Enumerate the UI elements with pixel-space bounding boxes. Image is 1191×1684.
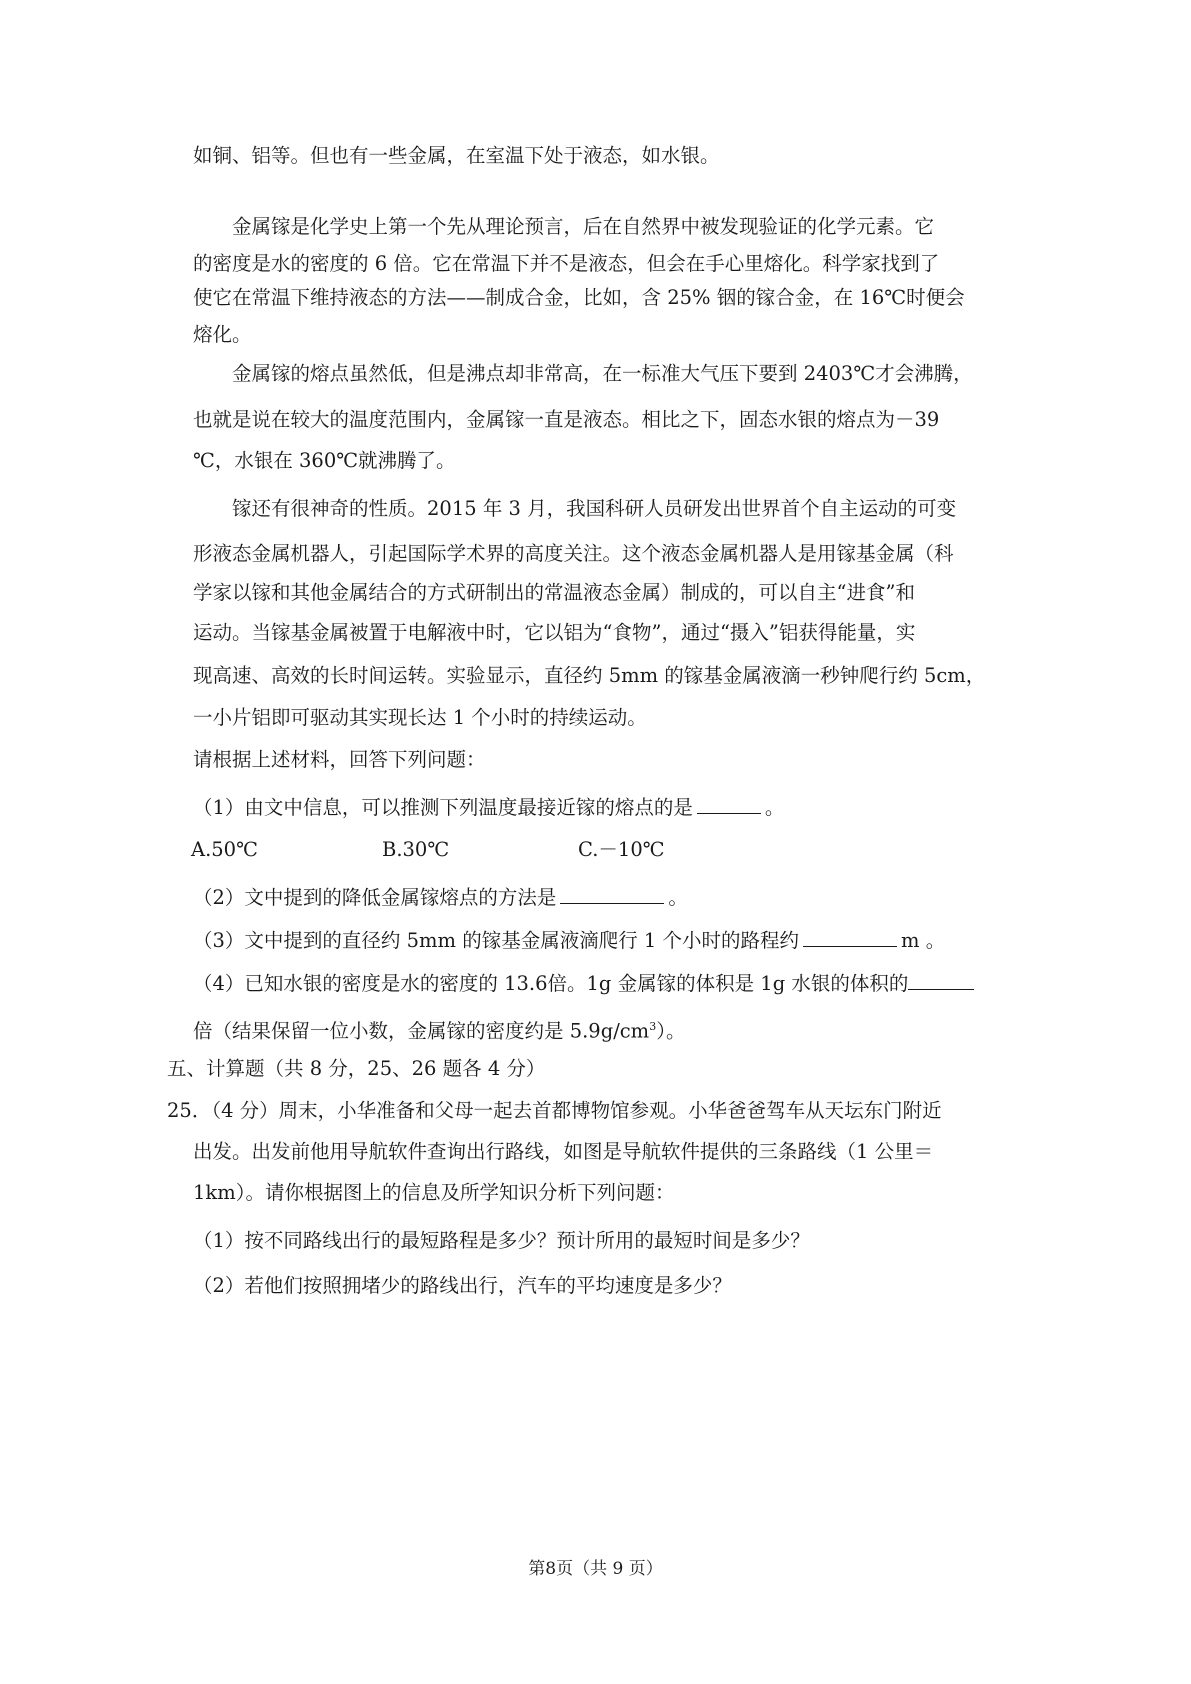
answer-blank-3 <box>803 926 897 947</box>
question-4-note-end: ）。 <box>656 1019 686 1043</box>
question-1-choices <box>0 837 1191 863</box>
passage-line: 的密度是水的密度的 6 倍。它在常温下并不是液态，但会在手心里熔化。科学家找到了 <box>193 252 940 275</box>
question-3-text: （3）文中提到的直径约 5mm 的镓基金属液滴爬行 1 个小时的路程约 <box>193 929 799 952</box>
passage-line: 学家以镓和其他金属结合的方式研制出的常温液态金属）制成的，可以自主“进食”和 <box>193 581 915 604</box>
passage-line: 形液态金属机器人，引起国际学术界的高度关注。这个液态金属机器人是用镓基金属（科 <box>193 542 954 565</box>
choice-a: A.50℃ <box>191 838 258 861</box>
question-3 <box>0 926 1191 954</box>
passage-line: 也就是说在较大的温度范围内，金属镓一直是液态。相比之下，固态水银的熔点为－39 <box>193 408 940 431</box>
passage-line: 如铜、铝等。但也有一些金属，在室温下处于液态，如水银。 <box>193 144 720 167</box>
question-25-line: 出发。出发前他用导航软件查询出行路线，如图是导航软件提供的三条路线（1 公里＝ <box>193 1140 934 1163</box>
question-2 <box>0 883 1191 911</box>
superscript-exponent: 3 <box>649 1020 657 1033</box>
question-25-part-1: （1）按不同路线出行的最短路程是多少？预计所用的最短时间是多少？ <box>193 1229 810 1252</box>
question-4-cont <box>0 1014 1191 1045</box>
question-3-end: m 。 <box>901 929 946 952</box>
question-2-text: （2）文中提到的降低金属镓熔点的方法是 <box>193 886 557 909</box>
passage-line: 镓还有很神奇的性质。2015 年 3 月，我国科研人员研发出世界首个自主运动的可变 <box>232 497 957 520</box>
passage-line: 现高速、高效的长时间运转。实验显示，直径约 5mm 的镓基金属液滴一秒钟爬行约 5cm， <box>193 664 986 687</box>
answer-blank-4 <box>908 969 974 990</box>
question-25-part-2: （2）若他们按照拥堵少的路线出行，汽车的平均速度是多少？ <box>193 1274 732 1297</box>
page-number: 第8页（共 9 页） <box>528 1559 663 1579</box>
passage-line: 金属镓的熔点虽然低，但是沸点却非常高，在一标准大气压下要到 2403℃才会沸腾， <box>232 362 973 385</box>
question-1-text: （1）由文中信息，可以推测下列温度最接近镓的熔点的是 <box>193 796 693 819</box>
passage-line: 金属镓是化学史上第一个先从理论预言，后在自然界中被发现验证的化学元素。它 <box>232 215 935 238</box>
choice-b: B.30℃ <box>382 838 450 861</box>
question-4-text: （4）已知水银的密度是水的密度的 13.6倍。1g 金属镓的体积是 1g 水银的体积的 <box>193 972 909 995</box>
choice-c: C.－10℃ <box>578 838 665 861</box>
question-1 <box>0 793 1191 821</box>
passage-line: 运动。当镓基金属被置于电解液中时，它以铝为“食物”，通过“摄入”铝获得能量，实 <box>193 621 916 644</box>
question-4 <box>0 969 1191 997</box>
question-25-line: 1km）。请你根据图上的信息及所学知识分析下列问题： <box>193 1181 675 1204</box>
passage-line: 使它在常温下维持液态的方法——制成合金，比如，含 25% 铟的镓合金，在 16℃时便会 <box>193 286 965 309</box>
question-25-line: 25．（4 分）周末，小华准备和父母一起去首都博物馆参观。小华爸爸驾车从天坛东门附近 <box>167 1099 942 1122</box>
answer-blank-1 <box>697 793 761 814</box>
passage-line: 熔化。 <box>193 323 252 346</box>
question-4-note: 倍（结果保留一位小数，金属镓的密度约是 5.9g/cm <box>193 1019 650 1043</box>
answer-blank-2 <box>560 883 664 904</box>
question-1-end: 。 <box>764 796 785 819</box>
section-heading: 五、计算题（共 8 分，25、26 题各 4 分） <box>167 1057 546 1080</box>
passage-line: ℃，水银在 360℃就沸腾了。 <box>193 449 456 472</box>
passage-line: 一小片铝即可驱动其实现长达 1 个小时的持续运动。 <box>193 706 647 729</box>
question-2-end: 。 <box>668 886 688 909</box>
questions-intro: 请根据上述材料，回答下列问题： <box>193 748 486 771</box>
